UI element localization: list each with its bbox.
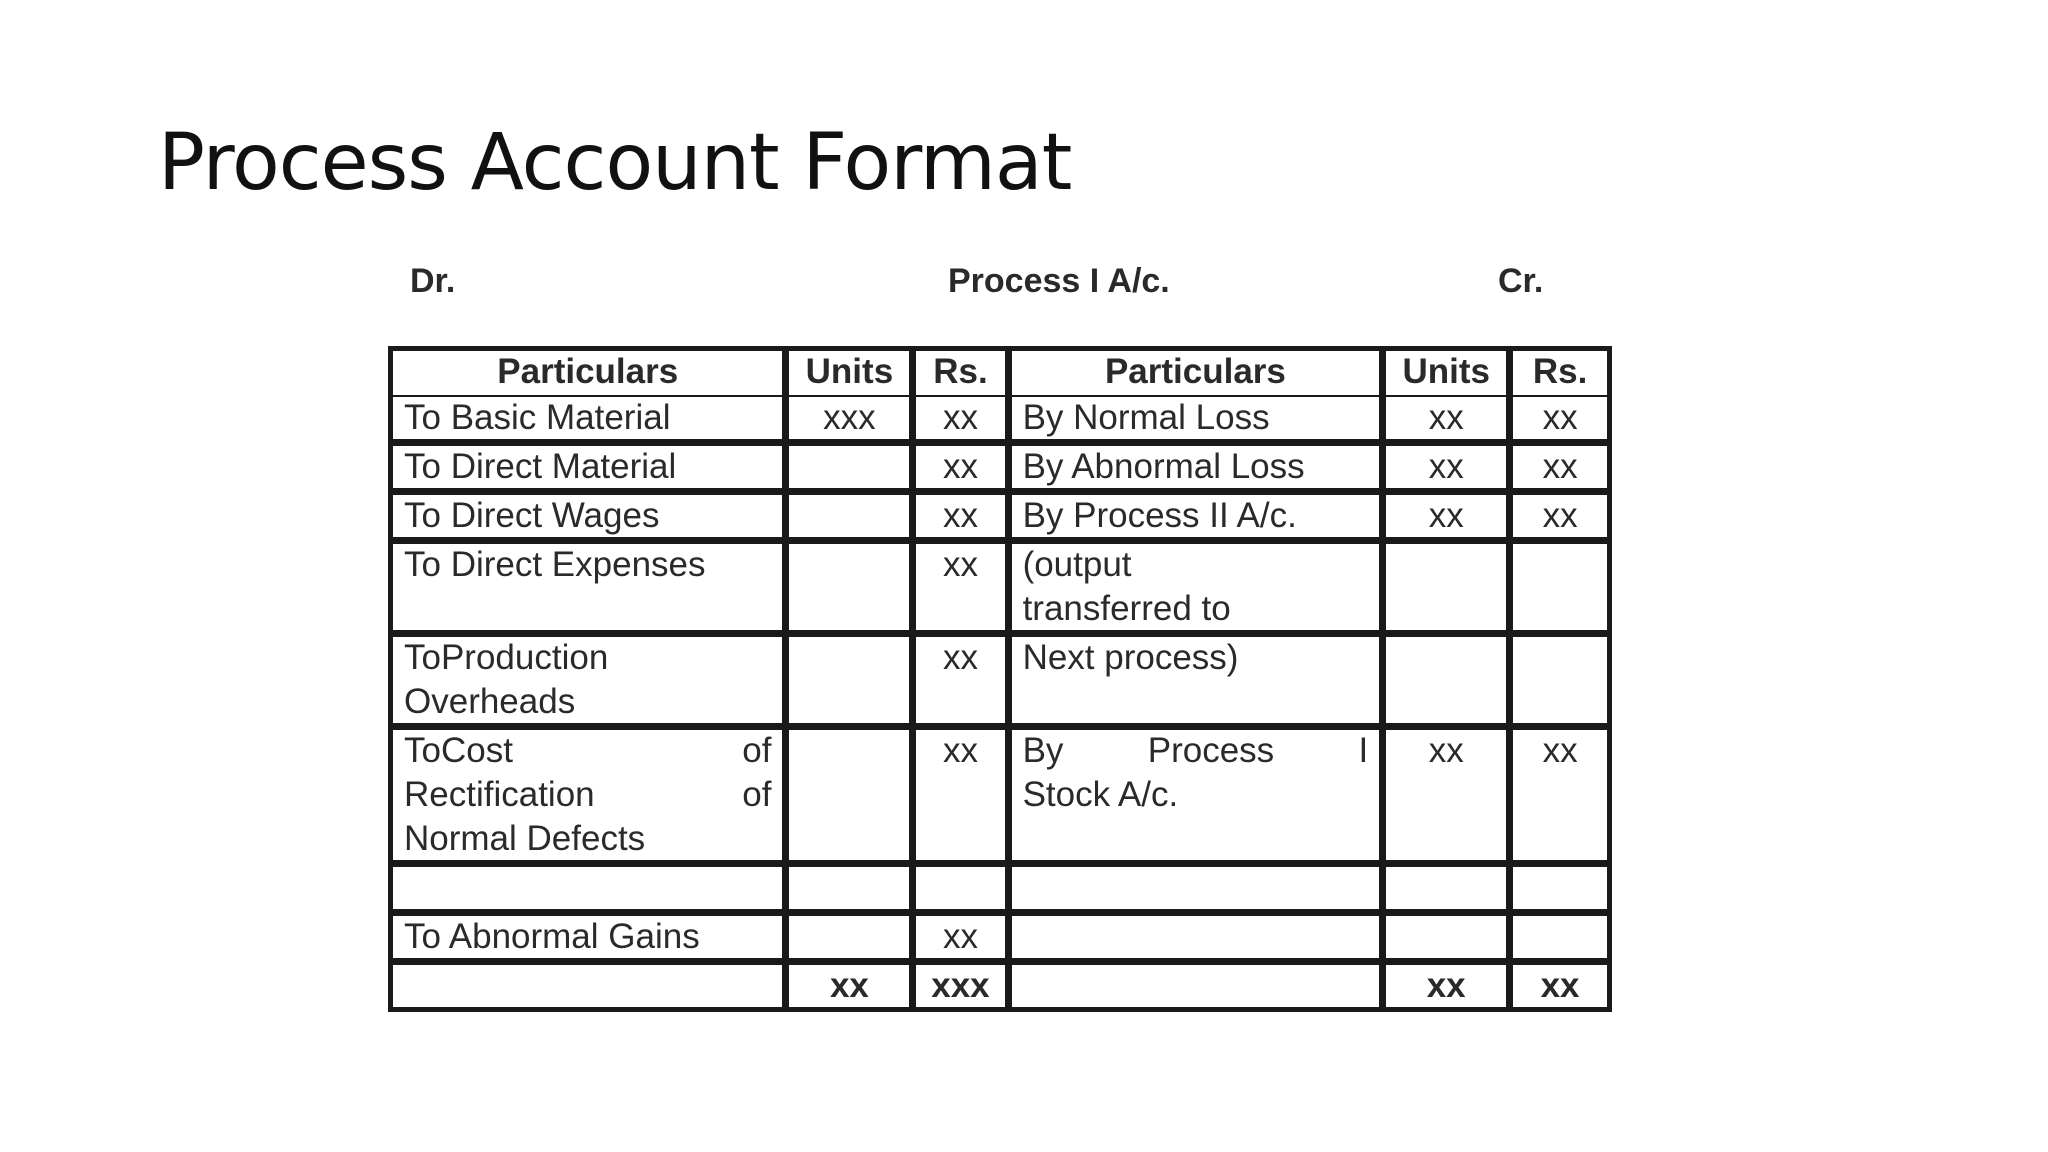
credit-rs: xx — [1512, 445, 1608, 494]
credit-units — [1385, 915, 1512, 964]
credit-particulars — [1011, 964, 1386, 1008]
credit-rs: xx — [1512, 494, 1608, 543]
table-header-row — [392, 350, 1608, 396]
credit-rs: xx — [1512, 729, 1608, 866]
debit-rs: xx — [915, 445, 1010, 494]
debit-units-total: xx — [788, 964, 915, 1008]
debit-particulars — [392, 729, 788, 866]
debit-word: Rectification — [404, 775, 595, 814]
table-row — [392, 494, 1608, 543]
debit-particulars — [392, 636, 788, 729]
credit-rs — [1512, 636, 1608, 729]
debit-units — [788, 445, 915, 494]
credit-label: Cr. — [1498, 262, 1544, 300]
process-account-table — [388, 346, 1612, 1012]
debit-rs — [915, 866, 1010, 915]
table-row — [392, 396, 1608, 445]
debit-particulars-line: Overheads — [404, 682, 576, 721]
table-row — [392, 729, 1608, 866]
totals-row — [392, 964, 1608, 1008]
header-credit-particulars: Particulars — [1011, 350, 1386, 396]
credit-word: Process — [1147, 731, 1275, 770]
debit-particulars-line — [404, 773, 771, 817]
debit-rs: xx — [915, 494, 1010, 543]
debit-particulars: To Direct Material — [392, 445, 788, 494]
header-debit-particulars: Particulars — [392, 350, 788, 396]
debit-rs: xx — [915, 543, 1010, 636]
debit-word: ToCost — [404, 731, 513, 770]
debit-label: Dr. — [410, 262, 456, 300]
credit-particulars: By Abnormal Loss — [1011, 445, 1386, 494]
credit-units: xx — [1385, 494, 1512, 543]
credit-rs — [1512, 866, 1608, 915]
credit-particulars-line — [1023, 729, 1369, 773]
debit-word: of — [742, 731, 772, 770]
debit-rs-total: xxx — [915, 964, 1010, 1008]
slide-title: Process Account Format — [158, 118, 1072, 208]
credit-rs: xx — [1512, 396, 1608, 445]
credit-units: xx — [1385, 396, 1512, 445]
debit-particulars-line — [404, 729, 771, 773]
credit-particulars — [1011, 729, 1386, 866]
debit-particulars — [392, 866, 788, 915]
header-debit-rs: Rs. — [915, 350, 1010, 396]
credit-word: I — [1358, 731, 1369, 770]
credit-units-total: xx — [1385, 964, 1512, 1008]
credit-units: xx — [1385, 445, 1512, 494]
credit-word: By — [1022, 731, 1064, 770]
credit-particulars — [1011, 866, 1386, 915]
credit-particulars: By Process II A/c. — [1011, 494, 1386, 543]
credit-particulars: Next process) — [1011, 636, 1386, 729]
debit-rs: xx — [915, 396, 1010, 445]
debit-particulars-line: Normal Defects — [404, 819, 646, 858]
debit-rs: xx — [915, 915, 1010, 964]
credit-particulars — [1011, 543, 1386, 636]
credit-units — [1385, 543, 1512, 636]
credit-particulars-line: transferred to — [1022, 589, 1231, 628]
credit-particulars-line: (output — [1022, 545, 1132, 584]
debit-particulars: To Direct Expenses — [392, 543, 788, 636]
header-debit-units: Units — [788, 350, 915, 396]
credit-units — [1385, 866, 1512, 915]
debit-rs: xx — [915, 636, 1010, 729]
credit-particulars — [1011, 915, 1386, 964]
table-row — [392, 445, 1608, 494]
debit-rs: xx — [915, 729, 1010, 866]
credit-particulars: By Normal Loss — [1011, 396, 1386, 445]
header-credit-rs: Rs. — [1512, 350, 1608, 396]
debit-word: of — [742, 775, 772, 814]
debit-units — [788, 494, 915, 543]
debit-particulars-line: ToProduction — [404, 638, 609, 677]
table-row — [392, 543, 1608, 636]
credit-rs — [1512, 915, 1608, 964]
debit-particulars: To Abnormal Gains — [392, 915, 788, 964]
account-title: Process I A/c. — [948, 262, 1170, 300]
header-credit-units: Units — [1385, 350, 1512, 396]
debit-units — [788, 729, 915, 866]
debit-particulars: To Direct Wages — [392, 494, 788, 543]
credit-units: xx — [1385, 729, 1512, 866]
credit-particulars-line: Stock A/c. — [1022, 775, 1179, 814]
debit-particulars: To Basic Material — [392, 396, 788, 445]
credit-rs-total: xx — [1512, 964, 1608, 1008]
table-row — [392, 636, 1608, 729]
table-row — [392, 866, 1608, 915]
debit-units — [788, 543, 915, 636]
credit-units — [1385, 636, 1512, 729]
debit-units — [788, 636, 915, 729]
debit-units — [788, 866, 915, 915]
debit-units: xxx — [788, 396, 915, 445]
debit-units — [788, 915, 915, 964]
credit-rs — [1512, 543, 1608, 636]
debit-particulars — [392, 964, 788, 1008]
table-row — [392, 915, 1608, 964]
